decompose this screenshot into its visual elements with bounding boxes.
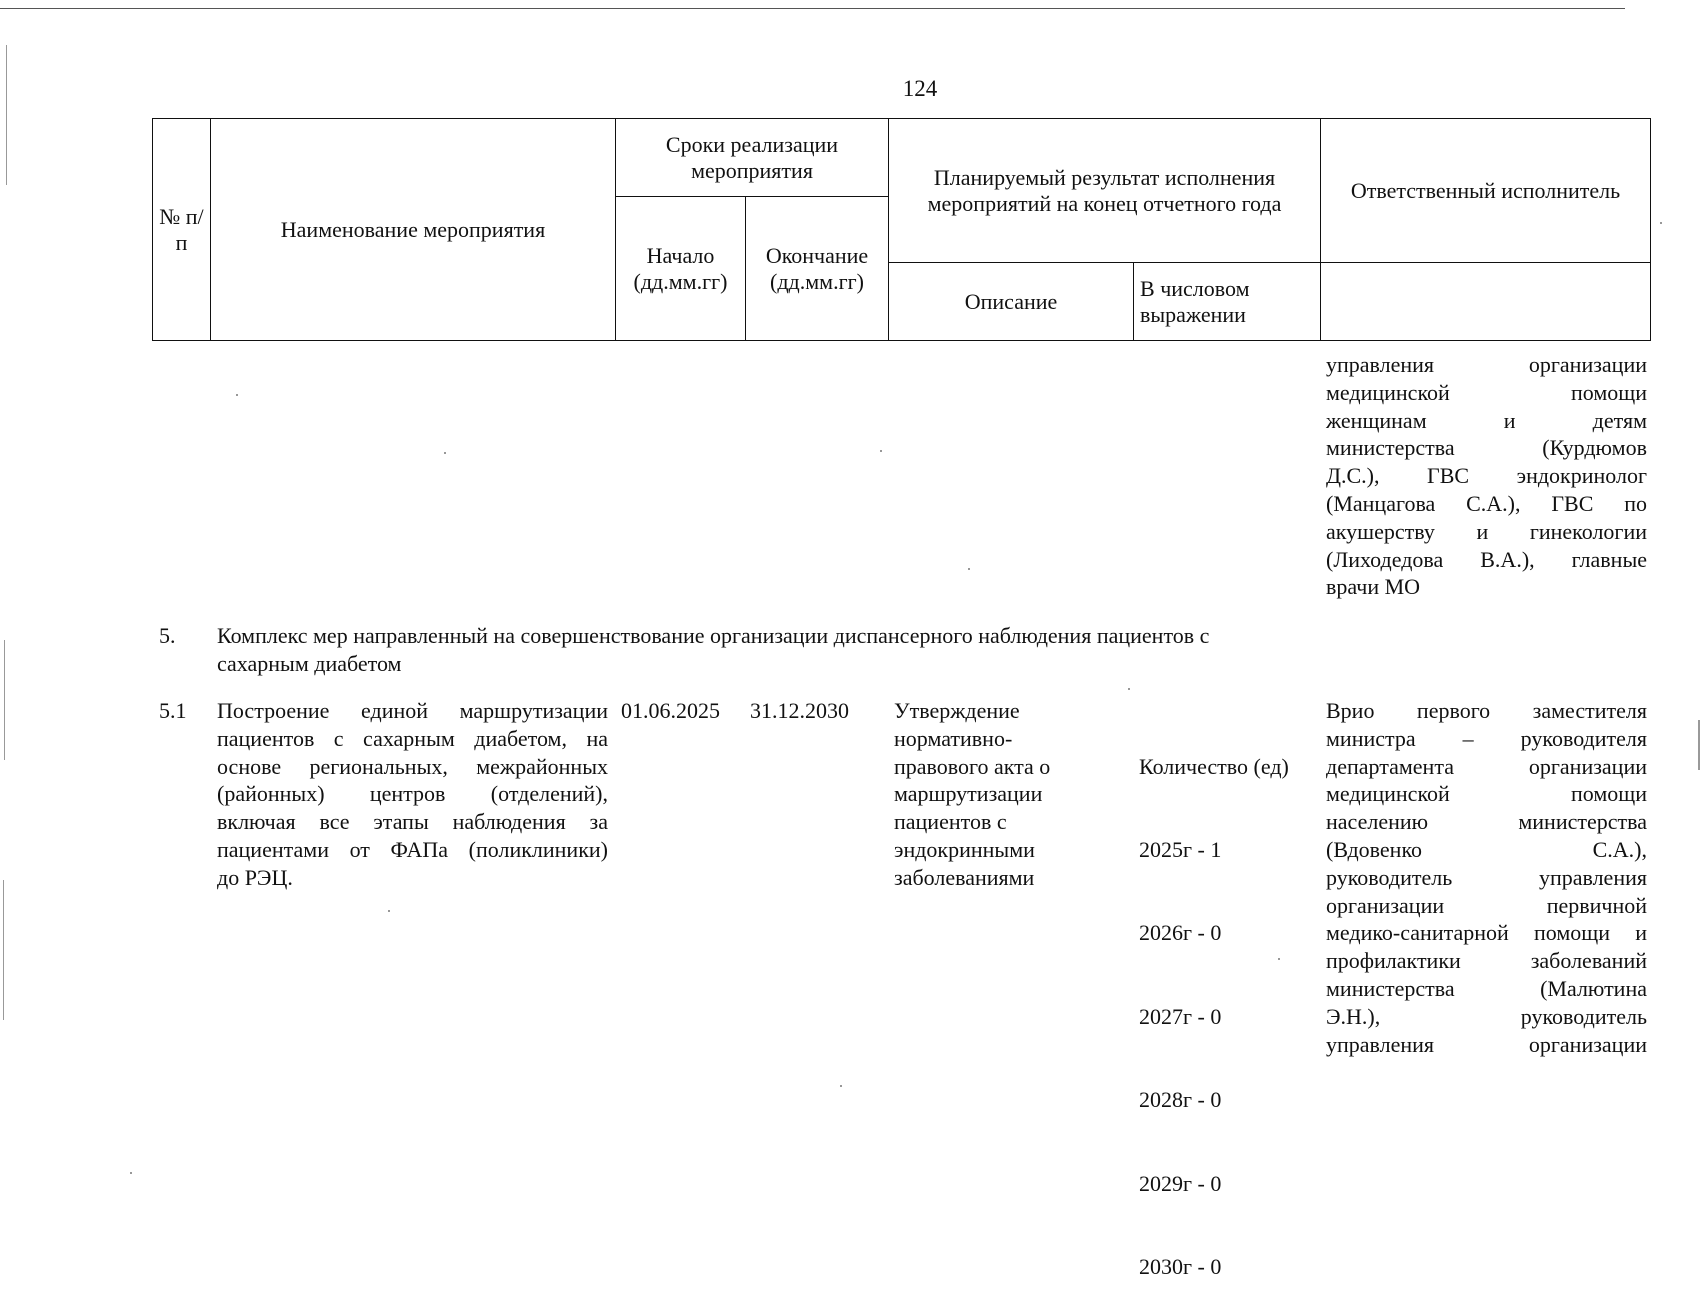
section-title-line: Комплекс мер направленный на совершенствование организации диспансерного наблюдения пациентов с bbox=[217, 623, 1210, 648]
top-rule bbox=[0, 8, 1625, 9]
text-line: управления организации bbox=[1326, 1031, 1647, 1057]
text-line: до РЭЦ. bbox=[217, 864, 293, 890]
text-line: Количество (ед) bbox=[1139, 753, 1289, 779]
scan-speck bbox=[1660, 222, 1662, 224]
header-result: Планируемый результат исполнения мероприятий на конец отчетного года bbox=[889, 119, 1321, 263]
scan-speck bbox=[1128, 688, 1130, 690]
scan-speck bbox=[388, 910, 390, 912]
header-description: Описание bbox=[889, 263, 1134, 341]
text-line: (Вдовенко С.А.), bbox=[1326, 836, 1647, 862]
text-line: населению министерства bbox=[1326, 809, 1647, 835]
text-line: нормативно- bbox=[894, 725, 1013, 751]
continued-responsible bbox=[1326, 351, 1647, 601]
scan-edge-mark bbox=[6, 45, 7, 185]
scan-edge-mark bbox=[1698, 720, 1700, 770]
text-line: Д.С.), ГВС эндокринолог bbox=[1326, 463, 1647, 489]
text-line: врачи МО bbox=[1326, 574, 1421, 600]
text-line: 2026г - 0 bbox=[1139, 920, 1222, 946]
text-line: медико-санитарной помощи и bbox=[1326, 920, 1647, 946]
text-line: департамента организации bbox=[1326, 753, 1647, 779]
text-line: профилактики заболеваний bbox=[1326, 948, 1647, 974]
row-start-date: 01.06.2025 bbox=[621, 698, 720, 723]
text-line: 2029г - 0 bbox=[1139, 1170, 1222, 1196]
text-line: эндокринными bbox=[894, 836, 1035, 862]
text-line: правового акта о bbox=[894, 753, 1051, 779]
header-responsible-empty bbox=[1321, 263, 1651, 341]
text-line: министра – руководителя bbox=[1326, 725, 1647, 751]
header-terms: Сроки реализации мероприятия bbox=[616, 119, 889, 197]
text-line: 2025г - 1 bbox=[1139, 836, 1222, 862]
page-number: 124 bbox=[902, 76, 938, 101]
text-line: министерства (Малютина bbox=[1326, 975, 1647, 1001]
text-line: 2028г - 0 bbox=[1139, 1087, 1222, 1113]
text-line: (Манцагова С.А.), ГВС по bbox=[1326, 490, 1647, 516]
section-title bbox=[217, 622, 1337, 678]
scan-speck bbox=[968, 568, 970, 570]
row-number: 5.1 bbox=[159, 698, 187, 723]
text-line: (районных) центров (отделений), bbox=[217, 781, 608, 807]
scan-speck bbox=[444, 452, 446, 454]
header-end: Окончание (дд.мм.гг) bbox=[746, 197, 889, 341]
text-line: министерства (Курдюмов bbox=[1326, 435, 1647, 461]
row-name bbox=[217, 697, 608, 892]
text-line: медицинской помощи bbox=[1326, 379, 1647, 405]
header-start: Начало (дд.мм.гг) bbox=[616, 197, 746, 341]
header-responsible: Ответственный исполнитель bbox=[1321, 119, 1651, 263]
table-header bbox=[152, 118, 1651, 341]
text-line: Врио первого заместителя bbox=[1326, 698, 1647, 723]
header-numeric: В числовом выражении bbox=[1134, 263, 1321, 341]
row-end-date: 31.12.2030 bbox=[750, 698, 849, 723]
header-name: Наименование мероприятия bbox=[211, 119, 616, 341]
text-line: пациентов с сахарным диабетом, на bbox=[217, 725, 608, 751]
scan-speck bbox=[840, 1085, 842, 1087]
text-line: управления организации bbox=[1326, 352, 1647, 377]
scan-speck bbox=[880, 450, 882, 452]
text-line: заболеваниями bbox=[894, 864, 1035, 890]
text-line: женщинам и детям bbox=[1326, 407, 1647, 433]
row-responsible bbox=[1326, 697, 1647, 1058]
text-line: (Лиходедова В.А.), главные bbox=[1326, 546, 1647, 572]
scan-edge-mark bbox=[3, 880, 4, 1020]
section-number: 5. bbox=[159, 623, 176, 648]
text-line: 2030г - 0 bbox=[1139, 1253, 1222, 1279]
text-line: пациентами от ФАПа (поликлиники) bbox=[217, 836, 608, 862]
scan-edge-mark bbox=[4, 640, 5, 760]
text-line: медицинской помощи bbox=[1326, 781, 1647, 807]
scan-speck bbox=[130, 1172, 132, 1174]
text-line: маршрутизации bbox=[894, 781, 1043, 807]
header-number: № п/п bbox=[153, 119, 211, 341]
text-line: пациентов с bbox=[894, 809, 1007, 835]
row-description bbox=[894, 697, 1124, 892]
text-line: основе региональных, межрайонных bbox=[217, 753, 608, 779]
text-line: Э.Н.), руководитель bbox=[1326, 1003, 1647, 1029]
text-line: руководитель управления bbox=[1326, 864, 1647, 890]
text-line: акушерству и гинекологии bbox=[1326, 518, 1647, 544]
text-line: организации первичной bbox=[1326, 892, 1647, 918]
text-line: 2027г - 0 bbox=[1139, 1003, 1222, 1029]
text-line: включая все этапы наблюдения за bbox=[217, 809, 608, 835]
text-line: Утверждение bbox=[894, 698, 1020, 723]
scan-speck bbox=[1278, 958, 1280, 960]
text-line: Построение единой маршрутизации bbox=[217, 698, 608, 723]
scan-speck bbox=[236, 394, 238, 396]
section-title-line: сахарным диабетом bbox=[217, 650, 402, 676]
row-numeric bbox=[1139, 697, 1319, 1309]
